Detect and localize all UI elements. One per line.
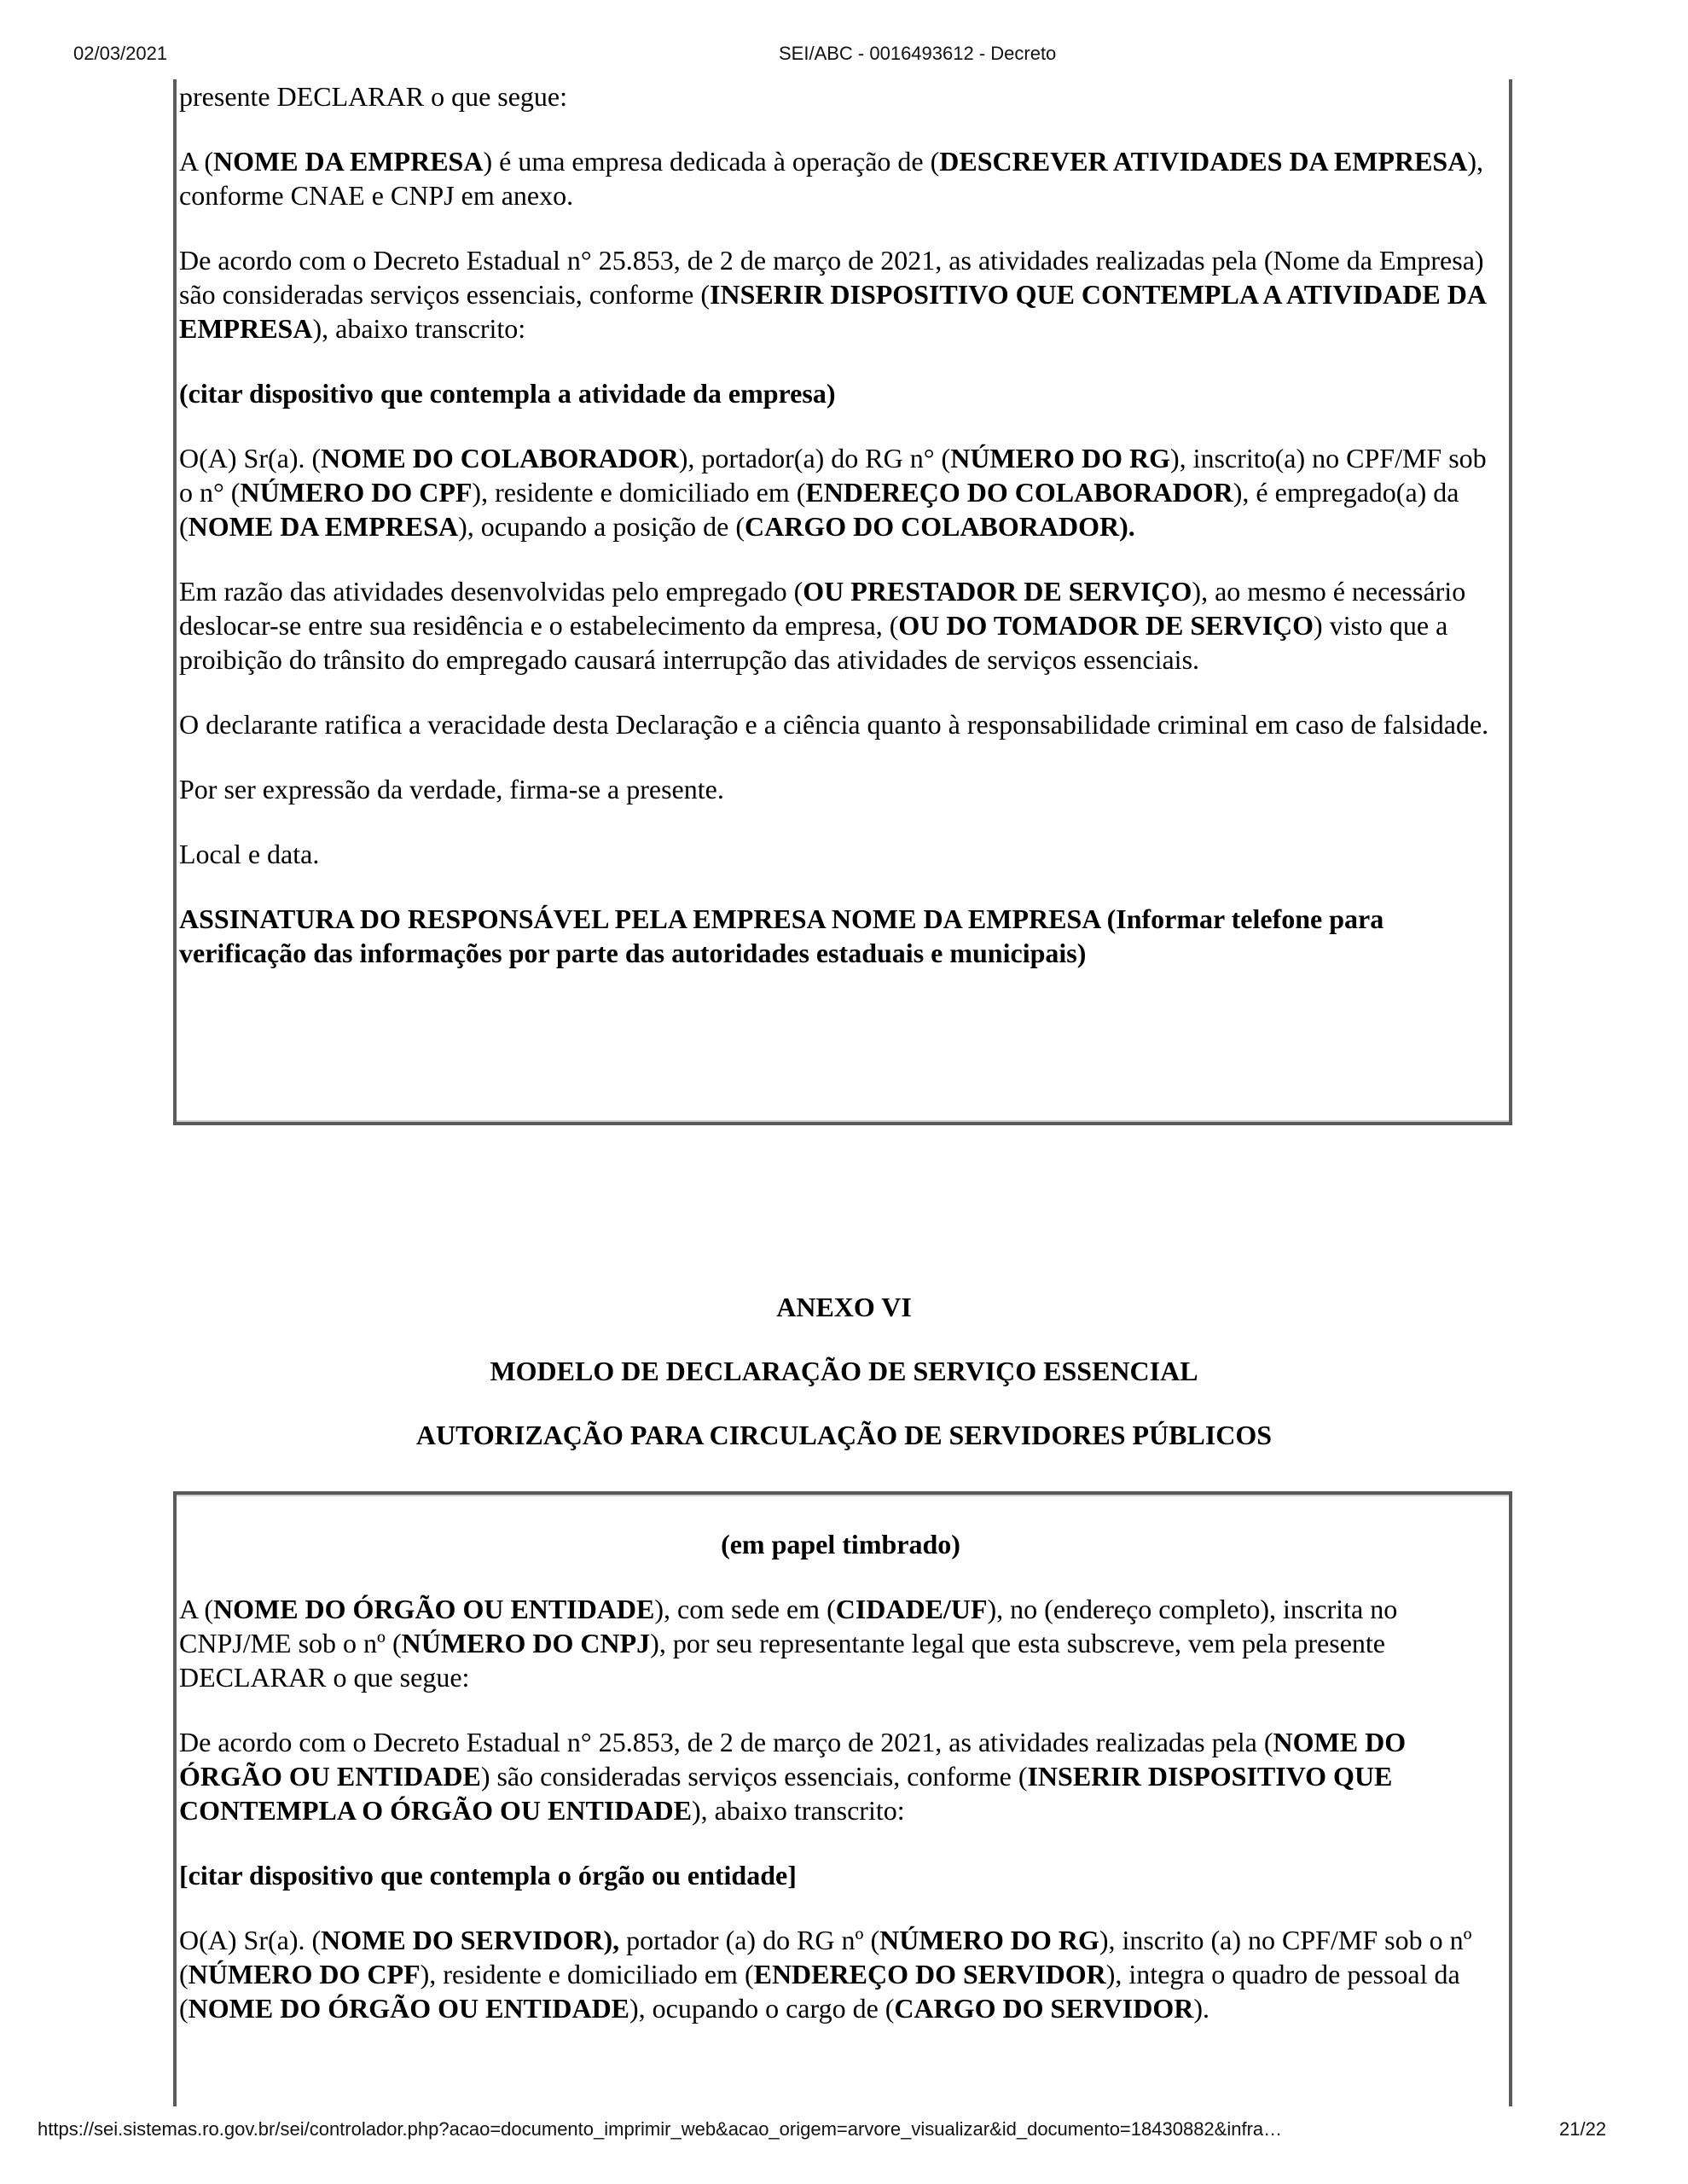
paragraph xyxy=(179,1725,1502,1827)
bold-text-run: OU DO TOMADOR DE SERVIÇO xyxy=(898,610,1314,641)
bold-text-run: NOME DO ÓRGÃO OU ENTIDADE xyxy=(188,1993,630,2024)
paragraph xyxy=(179,243,1502,346)
text-run: ), portador(a) do RG n° ( xyxy=(678,443,951,473)
text-run: Por ser expressão da verdade, firma-se a presente. xyxy=(179,774,724,804)
text-run: portador (a) do RG nº ( xyxy=(619,1925,880,1955)
paragraph xyxy=(179,1923,1502,2025)
text-run: O(A) Sr(a). ( xyxy=(179,443,322,473)
text-run: De acordo com o Decreto Estadual n° 25.853, de 2 de março de 2021, as atividades realizadas pela (Nome da Empresa) são consideradas serviços essenciais, conforme ( xyxy=(179,245,1484,310)
text-run: ), residente e domiciliado em ( xyxy=(472,477,806,508)
signature-paragraph xyxy=(179,902,1502,970)
text-run: ), por seu representante legal que esta subscreve, vem pela presente DECLARAR o que segue: xyxy=(179,1628,1385,1693)
text-run: ), ocupando a posição de ( xyxy=(458,511,745,542)
bold-text-run: CIDADE/UF xyxy=(835,1594,988,1624)
bold-text-run: NOME DA EMPRESA xyxy=(213,146,484,177)
bold-text-run: (citar dispositivo que contempla a atividade da empresa) xyxy=(179,378,836,409)
text-run: ), com sede em ( xyxy=(654,1594,836,1624)
letterhead-note-text: (em papel timbrado) xyxy=(721,1529,960,1560)
bold-text-run: DESCREVER ATIVIDADES DA EMPRESA xyxy=(939,146,1468,177)
letterhead-note xyxy=(179,1527,1502,1561)
bold-text-run: ASSINATURA DO RESPONSÁVEL PELA EMPRESA NOME DA EMPRESA (Informar telefone para verificação das informações por parte das autoridades estaduais e municipais) xyxy=(179,903,1384,968)
text-run: O declarante ratifica a veracidade desta Declaração e a ciência quanto à responsabilidade criminal em caso de falsidade. xyxy=(179,709,1489,740)
text-run: ). xyxy=(1193,1993,1209,2024)
bold-text-run: NOME DO ÓRGÃO OU ENTIDADE xyxy=(213,1594,655,1624)
text-run: ) é uma empresa dedicada à operação de ( xyxy=(483,146,940,177)
text-run: Em razão das atividades desenvolvidas pelo empregado ( xyxy=(179,576,803,607)
text-run: A ( xyxy=(179,1594,213,1624)
bold-text-run: CARGO DO COLABORADOR). xyxy=(744,511,1135,542)
declaration-box-company-body xyxy=(177,79,1509,970)
text-run: ) são consideradas serviços essenciais, conforme ( xyxy=(480,1761,1028,1792)
declaration-box-public-servants xyxy=(173,1491,1512,2106)
text-run: ), residente e domiciliado em ( xyxy=(420,1959,754,1989)
annex-number-heading: ANEXO VI xyxy=(776,1292,912,1322)
text-run: ), inscrito (a) no CPF/MF sob o nº ( xyxy=(179,1925,1472,1989)
paragraph xyxy=(179,574,1502,677)
text-run: ), é empregado(a) da ( xyxy=(179,477,1459,542)
bold-text-run: INSERIR DISPOSITIVO QUE CONTEMPLA O ÓRGÃO OU ENTIDADE xyxy=(179,1761,1393,1826)
declaration-box-public-servants-body xyxy=(177,1495,1509,2025)
text-run: ), conforme CNAE e CNPJ em anexo. xyxy=(179,146,1483,211)
bold-text-run: NOME DO ÓRGÃO OU ENTIDADE xyxy=(179,1727,1407,1792)
bold-text-run: NOME DO COLABORADOR xyxy=(321,443,679,473)
text-run: Local e data. xyxy=(179,839,320,869)
text-run: presente DECLARAR o que segue: xyxy=(179,81,568,112)
bold-text-run: NÚMERO DO CPF xyxy=(240,477,473,508)
bold-text-run: NÚMERO DO RG xyxy=(879,1925,1099,1955)
bold-text-run: NOME DA EMPRESA xyxy=(188,511,459,542)
paragraph xyxy=(179,1858,1502,1892)
text-run: ), no (endereço completo), inscrita no CNPJ/ME sob o nº ( xyxy=(179,1594,1398,1658)
bold-text-run: NÚMERO DO CNPJ xyxy=(401,1628,651,1658)
paragraph xyxy=(179,772,1502,806)
bold-text-run: [citar dispositivo que contempla o órgão ou entidade] xyxy=(179,1860,797,1891)
print-header-title: SEI/ABC - 0016493612 - Decreto xyxy=(779,43,1057,64)
paragraph xyxy=(179,1592,1502,1694)
declaration-box-company xyxy=(173,79,1512,1125)
bold-text-run: NOME DO SERVIDOR), xyxy=(321,1925,620,1955)
bold-text-run: ENDEREÇO DO SERVIDOR xyxy=(753,1959,1106,1989)
text-run: ), inscrito(a) no CPF/MF sob o n° ( xyxy=(179,443,1487,508)
paragraph xyxy=(179,79,1502,113)
print-header-date: 02/03/2021 xyxy=(73,43,168,64)
print-footer-url: https://sei.sistemas.ro.gov.br/sei/controlador.php?acao=documento_imprimir_web&acao_origem=arvore_visualizar&id_documento=18430882&infra… xyxy=(38,2118,1283,2140)
text-run: ), abaixo transcrito: xyxy=(691,1795,905,1826)
annex-model-title: MODELO DE DECLARAÇÃO DE SERVIÇO ESSENCIAL xyxy=(490,1356,1198,1386)
text-run: ), ocupando o cargo de ( xyxy=(629,1993,895,2024)
paragraph xyxy=(179,707,1502,741)
text-run: ), abaixo transcrito: xyxy=(312,313,526,344)
annex-subtitle: AUTORIZAÇÃO PARA CIRCULAÇÃO DE SERVIDORES PÚBLICOS xyxy=(415,1420,1273,1450)
text-run: ), ao mesmo é necessário deslocar-se entre sua residência e o estabelecimento da empresa, ( xyxy=(179,576,1466,641)
bold-text-run: INSERIR DISPOSITIVO QUE CONTEMPLA A ATIVIDADE DA EMPRESA xyxy=(179,279,1486,344)
bold-text-run: NÚMERO DO CPF xyxy=(188,1959,421,1989)
bold-text-run: CARGO DO SERVIDOR xyxy=(894,1993,1194,2024)
bold-text-run: ENDEREÇO DO COLABORADOR xyxy=(805,477,1233,508)
text-run: ) visto que a proibição do trânsito do empregado causará interrupção das atividades de serviços essenciais. xyxy=(179,610,1448,675)
paragraph xyxy=(179,837,1502,871)
paragraph xyxy=(179,376,1502,410)
bold-text-run: NÚMERO DO RG xyxy=(950,443,1170,473)
bold-text-run: OU PRESTADOR DE SERVIÇO xyxy=(803,576,1192,607)
paragraph xyxy=(179,144,1502,212)
text-run: A ( xyxy=(179,146,213,177)
text-run: De acordo com o Decreto Estadual n° 25.853, de 2 de março de 2021, as atividades realizadas pela ( xyxy=(179,1727,1273,1757)
paragraph xyxy=(179,441,1502,543)
print-footer-page-number: 21/22 xyxy=(1559,2118,1607,2140)
text-run: O(A) Sr(a). ( xyxy=(179,1925,322,1955)
text-run: ), integra o quadro de pessoal da ( xyxy=(179,1959,1460,2024)
